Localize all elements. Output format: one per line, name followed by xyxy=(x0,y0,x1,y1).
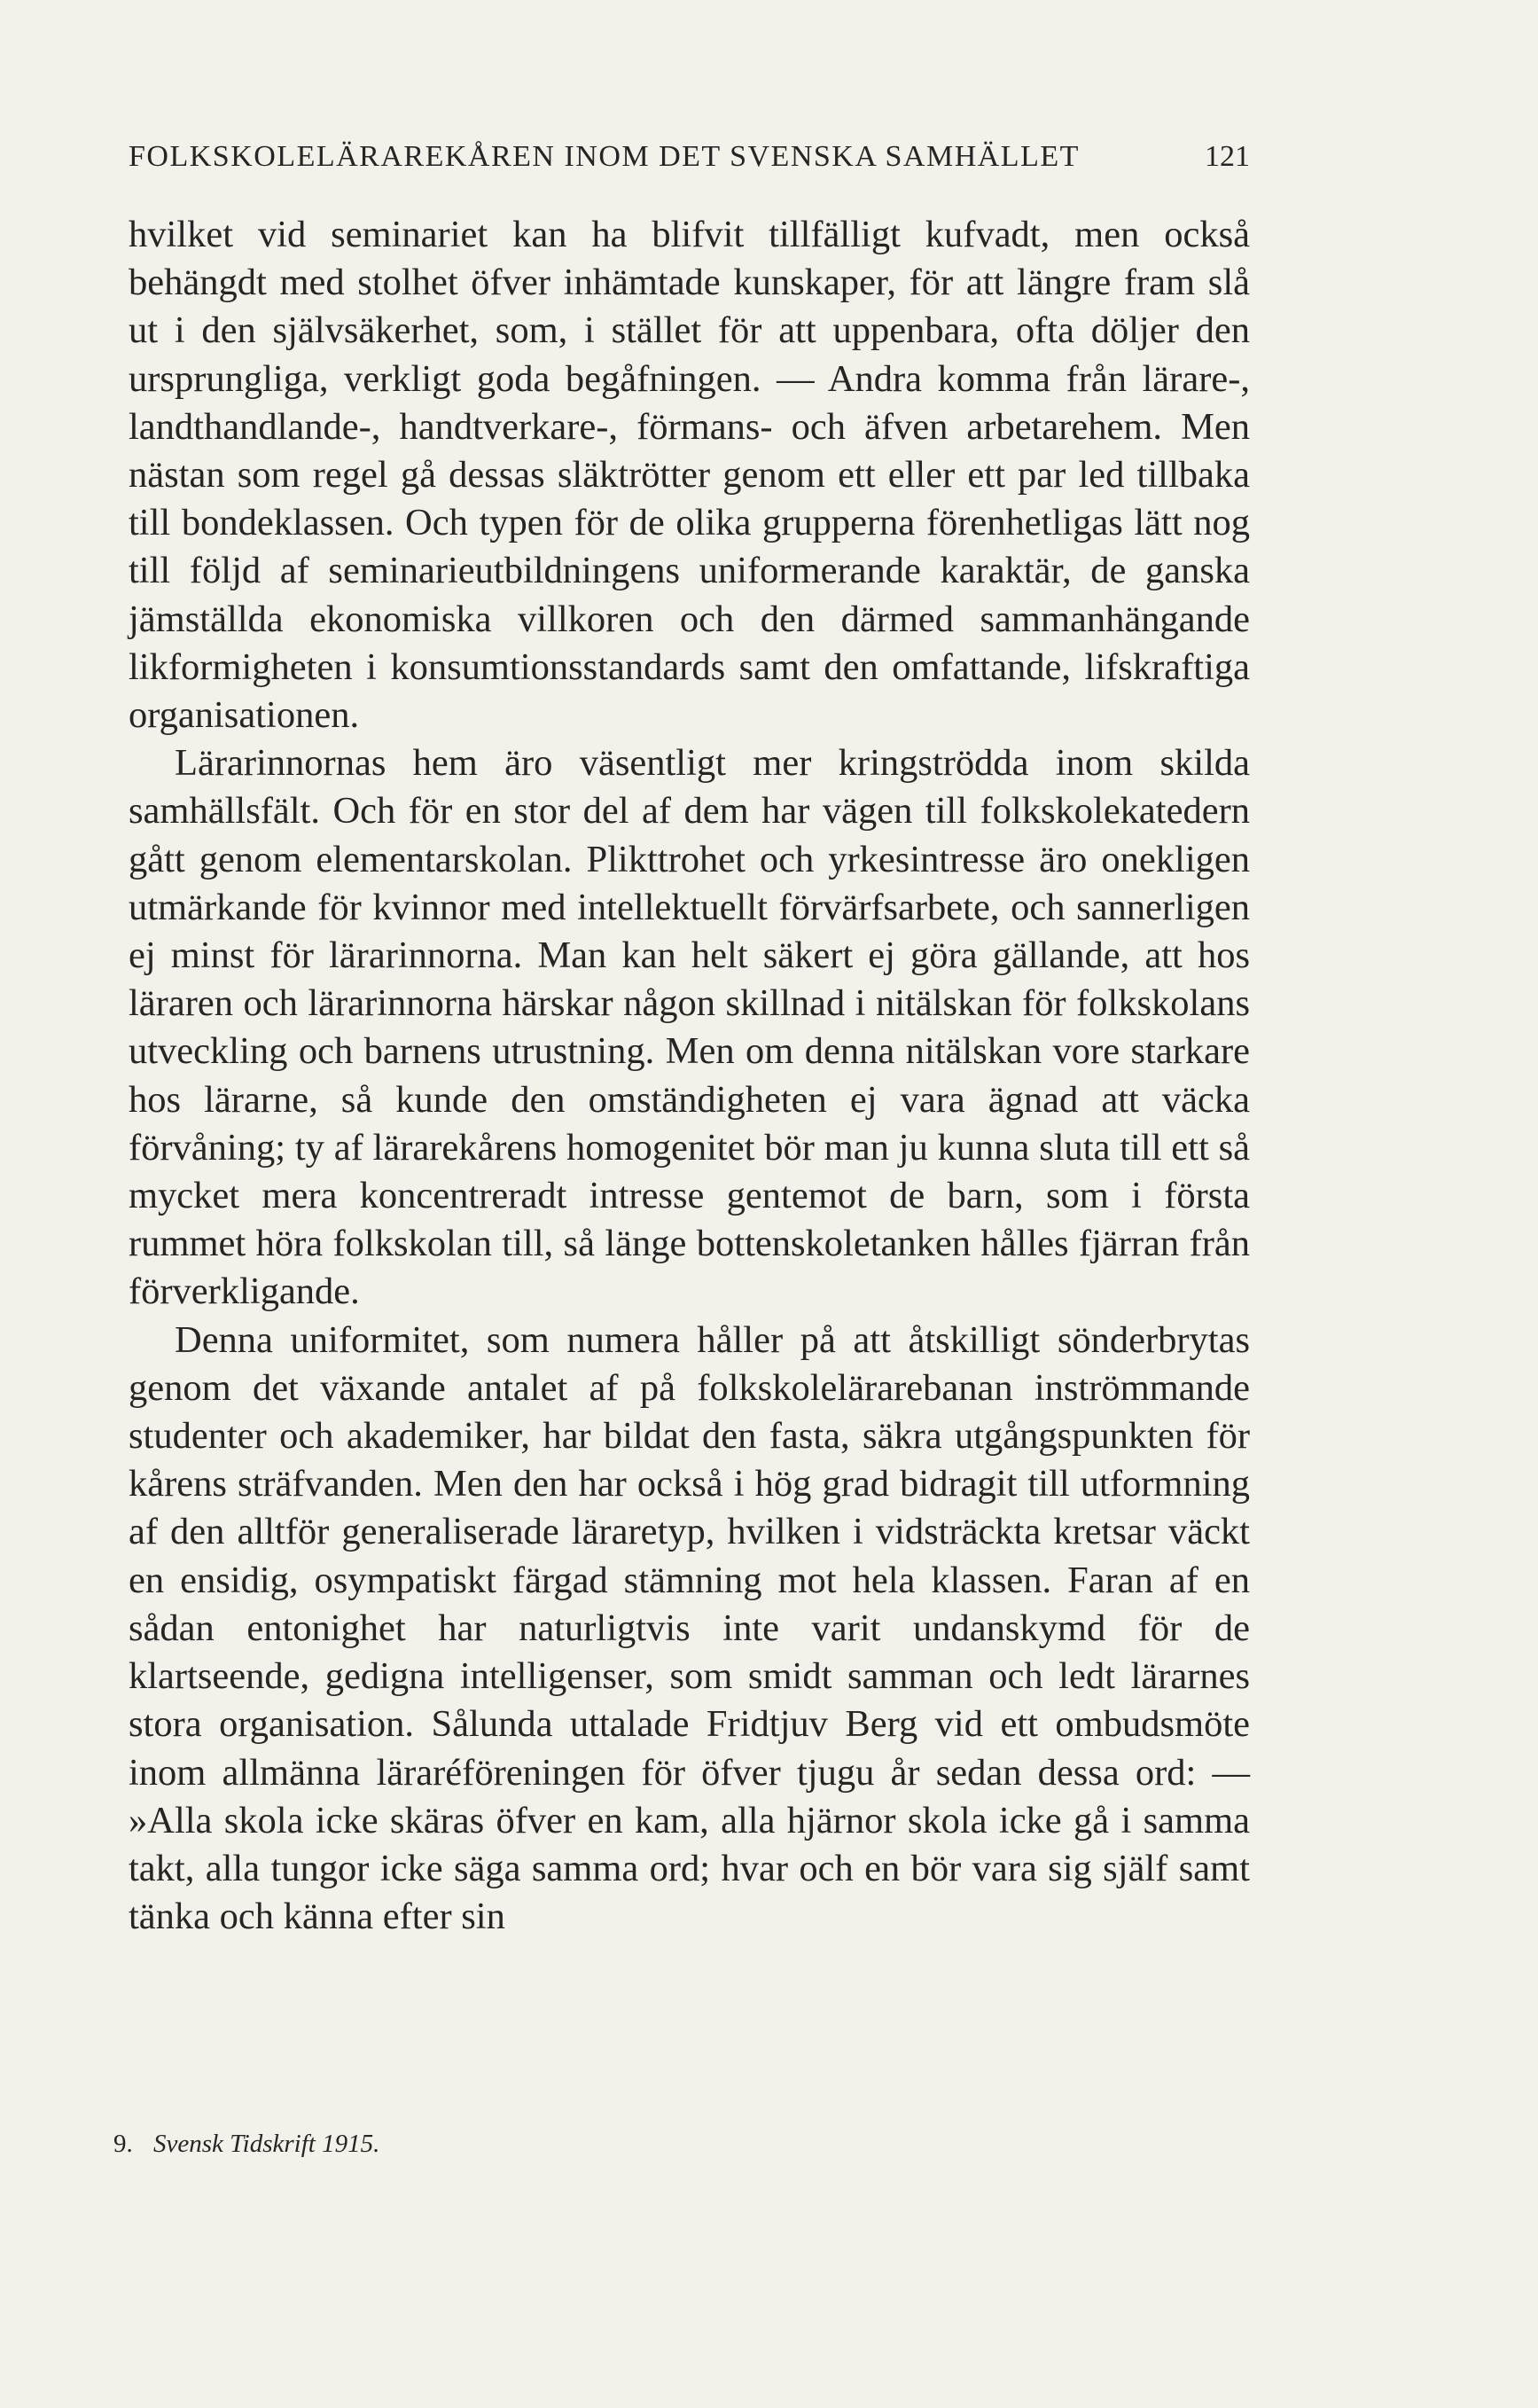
page-number: 121 xyxy=(1205,140,1250,173)
signature-number: 9. xyxy=(113,2130,133,2158)
body-text xyxy=(129,211,1250,1941)
paragraph-2: Lärarinnornas hem äro väsentligt mer kringströdda inom skilda samhällsfält. Och för en stor del af dem har vägen till folkskolekatedern gått genom elementarskolan. Plikttrohet och yrkesintresse äro onekligen utmärkande för kvinnor med intellektuellt förvärfsarbete, och sannerligen ej minst för lärarinnorna. Man kan helt säkert ej göra gällande, att hos läraren och lärarinnorna härskar någon skillnad i nitälskan för folkskolans utveckling och barnens utrustning. Men om denna nitälskan vore starkare hos lärarne, så kunde den omständigheten ej vara ägnad att väcka förvåning; ty af lärarekårens homogenitet bör man ju kunna sluta till ett så mycket mera koncentreradt intresse gentemot de barn, som i första rummet höra folkskolan till, så länge bottenskoletanken hålles fjärran från förverkligande. xyxy=(129,742,1250,1313)
running-header xyxy=(129,140,1250,193)
paragraph-3: Denna uniformitet, som numera håller på att åtskilligt sönderbrytas genom det växande antalet af på folkskolelärarebanan inströmmande studenter och akademiker, har bildat den fasta, säkra utgångspunkten för kårens sträfvanden. Men den har också i hög grad bidragit till utformning af den alltför generaliserade läraretyp, hvilken i vidsträckta kretsar väckt en ensidig, osympatiskt färgad stämning mot hela klassen. Faran af en sådan entonighet har naturligtvis inte varit undanskymd för de klartseende, gedigna intelligenser, som smidt samman och ledt lärarnes stora organisation. Sålunda uttalade Fridtjuv Berg vid ett ombudsmöte inom allmänna läraréföreningen för öfver tjugu år sedan dessa ord: — »Alla skola icke skäras öfver en kam, alla hjärnor skola icke gå i samma takt, alla tungor icke säga samma ord; hvar och en bör vara sig själf samt tänka och känna efter sin xyxy=(129,1318,1250,1938)
paragraph-1: hvilket vid seminariet kan ha blifvit tillfälligt kufvadt, men också behängdt med stolhet öfver inhämtade kunskaper, för att längre fram slå ut i den självsäkerhet, som, i stället för att uppenbara, ofta döljer den ursprungliga, verkligt goda begåfningen. — Andra komma från lärare-, landthandlande-, handtverkare-, förmans- och äfven arbetarehem. Men nästan som regel gå dessas släktrötter genom ett eller ett par led tillbaka till bondeklassen. Och typen för de olika grupperna förenhetligas lätt nog till följd af seminarieutbildningens uniformerande karaktär, de ganska jämställda ekonomiska villkoren och den därmed sammanhängande likformigheten i konsumtionsstandards samt den omfattande, lifskraftiga organisationen. xyxy=(129,214,1250,737)
signature-footer xyxy=(113,2130,379,2159)
running-title: FOLKSKOLELÄRAREKÅREN INOM DET SVENSKA SAMHÄLLET xyxy=(129,140,1080,173)
signature-title: Svensk Tidskrift 1915. xyxy=(153,2130,380,2158)
